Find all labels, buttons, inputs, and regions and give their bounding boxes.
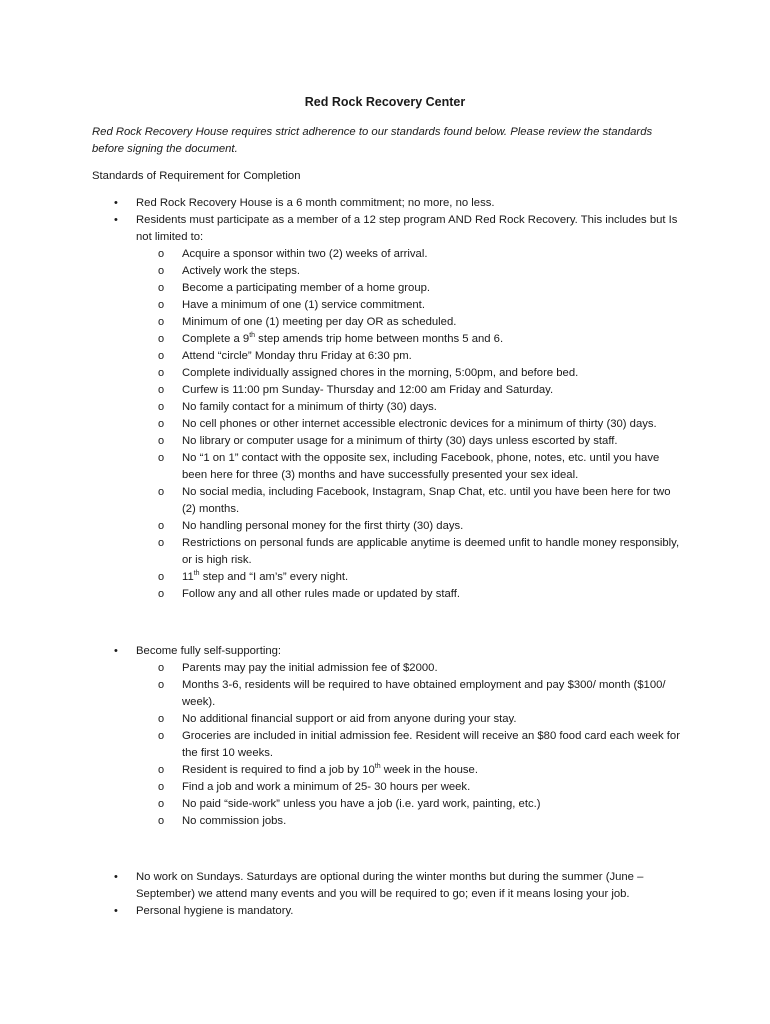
circle-bullet-icon: o	[158, 350, 165, 362]
list-item-text: Residents must participate as a member of a 12 step program AND Red Rock Recovery. This includes but Is not limited to:	[136, 214, 678, 243]
sub-item-text: Have a minimum of one (1) service commitment.	[182, 299, 425, 311]
circle-bullet-icon: o	[158, 282, 165, 294]
requirements-list	[0, 195, 770, 603]
circle-bullet-icon: o	[158, 713, 165, 725]
sub-item-text: No paid “side-work” unless you have a job (i.e. yard work, painting, etc.)	[182, 798, 541, 810]
circle-bullet-icon: o	[158, 588, 165, 600]
list-item-text: Personal hygiene is mandatory.	[136, 905, 294, 917]
bullet-icon: •	[114, 905, 118, 917]
sub-list-item	[0, 711, 687, 728]
ordinal-suffix: th	[249, 332, 256, 340]
intro-paragraph: Red Rock Recovery House requires strict adherence to our standards found below. Please review the standards before signing the document.	[92, 126, 653, 155]
sub-item-text: No commission jobs.	[182, 815, 287, 827]
sub-list-item	[0, 728, 687, 762]
sub-list-item	[0, 660, 687, 677]
sub-item-text: No family contact for a minimum of thirty (30) days.	[182, 401, 437, 413]
sub-item-text: Parents may pay the initial admission fee of $2000.	[182, 662, 438, 674]
circle-bullet-icon: o	[158, 662, 165, 674]
circle-bullet-icon: o	[158, 537, 165, 549]
bullet-icon: •	[114, 197, 118, 209]
circle-bullet-icon: o	[158, 367, 165, 379]
sub-list-item	[0, 263, 687, 280]
list-item	[0, 212, 681, 246]
sub-item-text-pre: 11	[182, 571, 194, 583]
bullet-icon: •	[114, 214, 118, 226]
list-item-text: No work on Sundays. Saturdays are optional during the winter months but during the summer (June – September) we attend many events and you will be required to go; even if it means losing your job.	[136, 871, 644, 900]
sub-list-item	[0, 399, 687, 416]
list-item-text: Red Rock Recovery House is a 6 month commitment; no more, no less.	[136, 197, 495, 209]
ordinal-suffix: th	[374, 763, 381, 771]
sub-item-text: Restrictions on personal funds are applicable anytime is deemed unfit to handle money responsibly, or is high risk.	[182, 537, 680, 566]
circle-bullet-icon: o	[158, 730, 165, 742]
sub-item-text: Find a job and work a minimum of 25- 30 hours per week.	[182, 781, 471, 793]
circle-bullet-icon: o	[158, 798, 165, 810]
circle-bullet-icon: o	[158, 571, 165, 583]
sub-item-text-post: step amends trip home between months 5 and 6.	[255, 333, 504, 345]
sub-list-item	[0, 569, 687, 586]
sub-item-text: Complete individually assigned chores in the morning, 5:00pm, and before bed.	[182, 367, 579, 379]
sub-list-item	[0, 450, 687, 484]
sub-list-item	[0, 586, 687, 603]
circle-bullet-icon: o	[158, 248, 165, 260]
list-item	[0, 643, 681, 660]
circle-bullet-icon: o	[158, 781, 165, 793]
sub-list-item	[0, 796, 687, 813]
circle-bullet-icon: o	[158, 764, 165, 776]
sub-list-item	[0, 762, 687, 779]
sub-item-text: Minimum of one (1) meeting per day OR as scheduled.	[182, 316, 457, 328]
sub-item-text-pre: Complete a 9	[182, 333, 250, 345]
sub-item-text: No “1 on 1” contact with the opposite sex, including Facebook, phone, notes, etc. until you have been here for three (3) months and have successfully presented your sex ideal.	[182, 452, 660, 481]
sub-item-text-pre: Resident is required to find a job by 10	[182, 764, 375, 776]
sub-item-text: Become a participating member of a home group.	[182, 282, 431, 294]
circle-bullet-icon: o	[158, 418, 165, 430]
circle-bullet-icon: o	[158, 299, 165, 311]
sub-list-item	[0, 416, 687, 433]
sub-item-text: Acquire a sponsor within two (2) weeks of arrival.	[182, 248, 428, 260]
sub-item-text: No cell phones or other internet accessible electronic devices for a minimum of thirty (30) days.	[182, 418, 657, 430]
bullet-icon: •	[114, 871, 118, 883]
sub-list-item	[0, 348, 687, 365]
circle-bullet-icon: o	[158, 316, 165, 328]
sub-list-item	[0, 518, 687, 535]
sub-item-text: No handling personal money for the first thirty (30) days.	[182, 520, 464, 532]
circle-bullet-icon: o	[158, 333, 165, 345]
sub-item-text: Groceries are included in initial admission fee. Resident will receive an $80 food card each week for the first 10 weeks.	[182, 730, 680, 759]
circle-bullet-icon: o	[158, 520, 165, 532]
ordinal-suffix: th	[193, 570, 200, 578]
sub-list-item	[0, 280, 687, 297]
sub-list-item	[0, 677, 687, 711]
additional-rules-list	[0, 869, 770, 920]
sub-item-text: Follow any and all other rules made or updated by staff.	[182, 588, 460, 600]
sub-list-item	[0, 314, 687, 331]
sub-list-item	[0, 382, 687, 399]
list-item	[0, 903, 681, 920]
sub-list-item	[0, 484, 687, 518]
sub-list-item	[0, 297, 687, 314]
sub-list-item	[0, 331, 687, 348]
circle-bullet-icon: o	[158, 401, 165, 413]
circle-bullet-icon: o	[158, 679, 165, 691]
sub-item-text-post: step and “I am’s” every night.	[199, 571, 349, 583]
sub-item-text: No additional financial support or aid from anyone during your stay.	[182, 713, 517, 725]
circle-bullet-icon: o	[158, 486, 165, 498]
sub-item-text: Curfew is 11:00 pm Sunday- Thursday and 12:00 am Friday and Saturday.	[182, 384, 554, 396]
list-item-text: Become fully self-supporting:	[136, 645, 282, 657]
sub-list-item	[0, 779, 687, 796]
bullet-icon: •	[114, 645, 118, 657]
sub-list-item	[0, 365, 687, 382]
circle-bullet-icon: o	[158, 265, 165, 277]
circle-bullet-icon: o	[158, 452, 165, 464]
sub-item-text: Months 3-6, residents will be required to have obtained employment and pay $300/ month ($100/ week).	[182, 679, 666, 708]
list-item	[0, 869, 681, 903]
sub-list-item	[0, 813, 687, 830]
sub-list-item	[0, 535, 687, 569]
circle-bullet-icon: o	[158, 815, 165, 827]
circle-bullet-icon: o	[158, 384, 165, 396]
sub-list-item	[0, 246, 687, 263]
sub-item-text: Actively work the steps.	[182, 265, 301, 277]
sub-item-text: No social media, including Facebook, Instagram, Snap Chat, etc. until you have been here for two (2) months.	[182, 486, 671, 515]
sub-list-item	[0, 433, 687, 450]
sub-item-text: No library or computer usage for a minimum of thirty (30) days unless escorted by staff.	[182, 435, 618, 447]
self-support-list	[0, 643, 770, 830]
standards-heading: Standards of Requirement for Completion	[92, 170, 301, 182]
circle-bullet-icon: o	[158, 435, 165, 447]
document-title: Red Rock Recovery Center	[304, 95, 466, 109]
sub-item-text-post: week in the house.	[380, 764, 478, 776]
sub-item-text: Attend “circle” Monday thru Friday at 6:30 pm.	[182, 350, 412, 362]
list-item	[0, 195, 681, 212]
